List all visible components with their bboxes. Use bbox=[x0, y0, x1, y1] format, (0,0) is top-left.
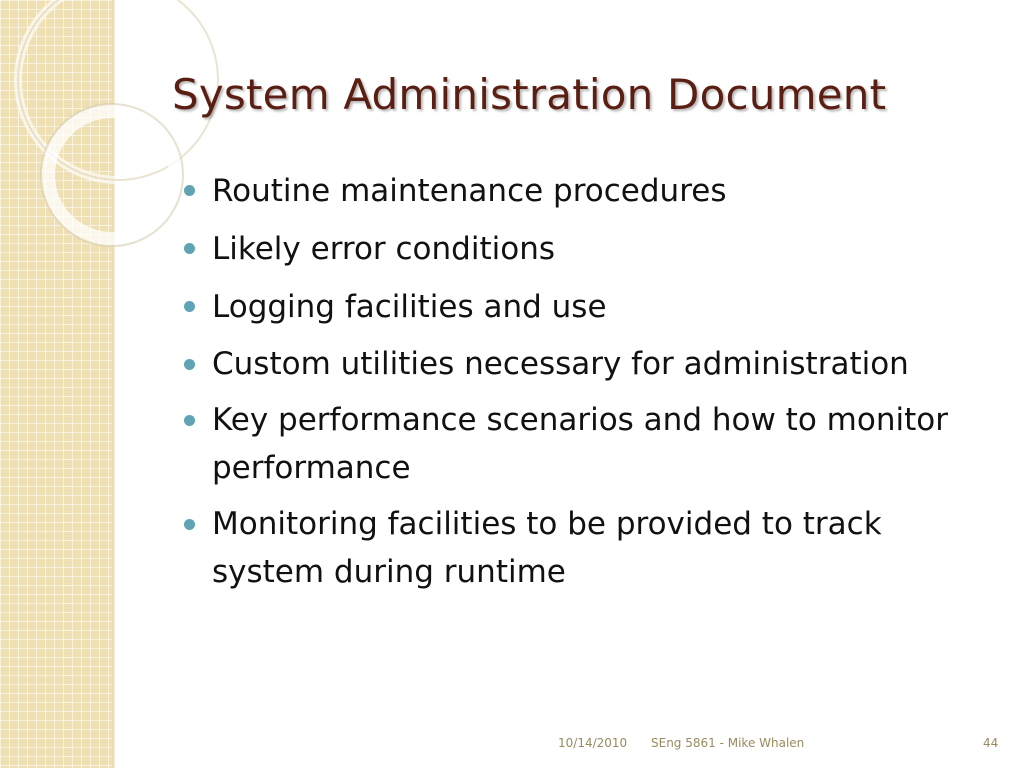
dot-icon bbox=[184, 185, 195, 196]
list-item bbox=[184, 340, 984, 388]
dot-icon bbox=[184, 243, 195, 254]
dot-icon bbox=[184, 415, 195, 426]
list-item bbox=[184, 224, 984, 274]
dot-icon bbox=[184, 301, 195, 312]
bullet-text: Key performance scenarios and how to monitor performance bbox=[212, 402, 948, 486]
bullet-text: Routine maintenance procedures bbox=[212, 173, 727, 209]
bullet-text: Likely error conditions bbox=[212, 231, 555, 267]
footer-text: SEng 5861 - Mike Whalen bbox=[651, 736, 805, 750]
bullet-text: Monitoring facilities to be provided to track system during runtime bbox=[212, 506, 882, 590]
page-number: 44 bbox=[983, 736, 999, 750]
footer-date: 10/14/2010 bbox=[558, 736, 628, 750]
bullet-text: Logging facilities and use bbox=[212, 289, 607, 325]
bullet-list bbox=[184, 166, 984, 604]
list-item bbox=[184, 500, 984, 596]
list-item bbox=[184, 396, 984, 492]
list-item bbox=[184, 282, 984, 332]
bullet-text: Custom utilities necessary for administration bbox=[212, 346, 909, 382]
dot-icon bbox=[184, 359, 195, 370]
slide-title: System Administration Document bbox=[172, 70, 887, 119]
dot-icon bbox=[184, 519, 195, 530]
list-item bbox=[184, 166, 984, 216]
